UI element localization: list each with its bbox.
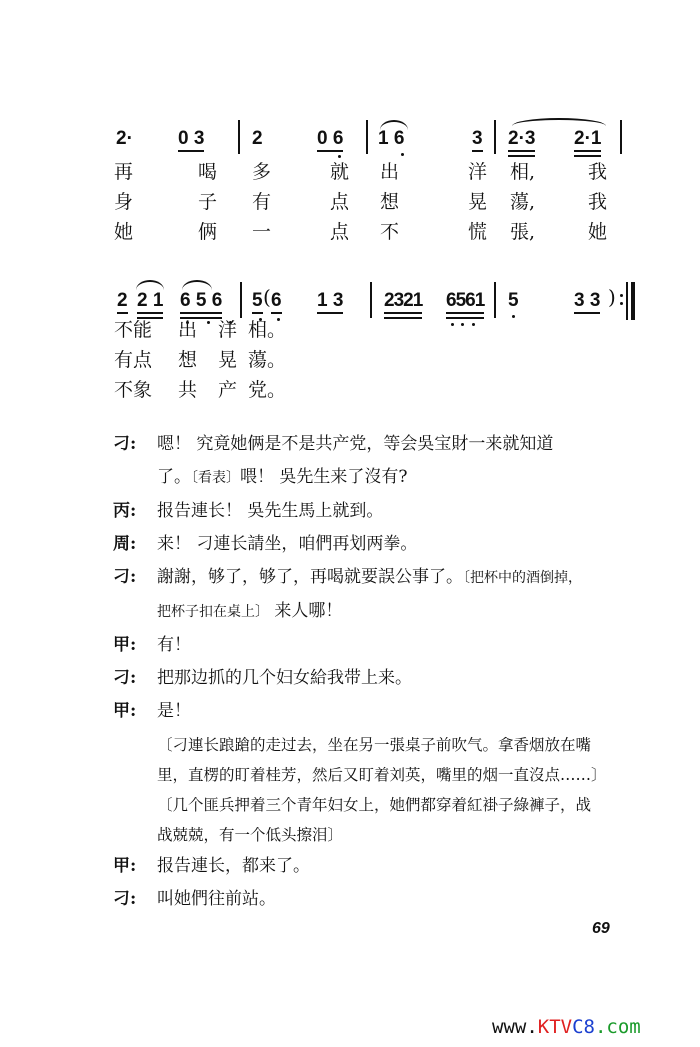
lyric: 我 (588, 191, 608, 213)
barline (370, 282, 372, 318)
stage-line: 里，直楞的盯着桂芳，然后又盯着刘英，嘴里的烟一直沒点……〕 (157, 766, 607, 784)
lyric: 想 (380, 191, 400, 213)
lyric: 不能 (114, 319, 153, 341)
speaker: 刁: (113, 567, 137, 587)
note: 2 (252, 128, 263, 149)
watermark-part: C8 (572, 1016, 595, 1038)
lyric: 想 (178, 349, 198, 371)
speech: 是！ (157, 701, 191, 721)
dialogue-line (113, 428, 633, 495)
lyric: 晃 (218, 349, 238, 371)
note-eighth: 0 6 (317, 128, 343, 152)
lyric: 有 (252, 191, 272, 213)
speech-fragment: 了。 (157, 467, 191, 487)
note-sixteenth: 2·1 (574, 128, 601, 152)
slur (512, 118, 606, 126)
open-parenthesis: ( (263, 285, 271, 309)
speech-continued (157, 461, 633, 495)
lyric: 蕩。 (248, 349, 287, 371)
speaker: 刁: (113, 668, 137, 688)
lyric: 她 (114, 221, 134, 243)
note-sixteenth: 2·3 (508, 128, 535, 152)
repeat-dots (620, 294, 623, 310)
note-sixteenth: 6561 (446, 290, 484, 314)
lyric-row-5 (112, 348, 632, 374)
lyric: 多 (252, 161, 272, 183)
lyric-row-6 (112, 378, 632, 404)
speaker: 丙: (113, 501, 137, 521)
speech: 把那边抓的几个妇女給我带上来。 (157, 668, 412, 688)
barline (240, 282, 242, 318)
lyric: 洋 (468, 161, 488, 183)
stage-line: 〔刁連长踉蹌的走过去，坐在另一張桌子前吹气。拿香烟放在嘴 (157, 736, 592, 754)
speech-fragment: 謝謝，够了，够了，再喝就要誤公事了。 (157, 567, 463, 587)
note-eighth: 1 3 (317, 290, 343, 314)
lyric: 出 (380, 161, 400, 183)
note: 5 (508, 290, 519, 311)
barline (620, 120, 622, 154)
stage-direction: 把杯子扣在桌上〕 (157, 604, 269, 620)
close-parenthesis: ) (608, 285, 616, 309)
note-sixteenth: 6 5 6 (180, 290, 222, 314)
lyric: 慌 (468, 221, 488, 243)
lyric-row-2 (112, 190, 632, 216)
speaker: 甲: (113, 856, 137, 876)
note-eighth: 0 3 (178, 128, 204, 152)
low-octave-dot (338, 155, 341, 158)
lyric: 不 (380, 221, 400, 243)
final-barline-thick (631, 282, 635, 320)
lyric: 就 (330, 161, 350, 183)
site-watermark (492, 1016, 641, 1038)
lyric: 相, (510, 161, 536, 183)
lyric: 有点 (114, 349, 153, 371)
stage-direction: 〔看表〕 (191, 470, 240, 486)
dialogue-line (113, 629, 633, 662)
speech: 叫她們往前站。 (157, 889, 276, 909)
speaker: 周: (113, 534, 137, 554)
dialogue-line (113, 528, 633, 561)
dialogue-line (113, 495, 633, 528)
dialogue-section (113, 428, 633, 916)
stage-line: 〔几个匪兵押着三个青年妇女上，她們都穿着紅褂子綠褲子，战 (157, 796, 592, 814)
speech: 嗯！ 究竟她俩是不是共产党，等会吳宝財一来就知道 (157, 434, 554, 454)
lyric: 我 (588, 161, 608, 183)
lyric: 共 (178, 379, 198, 401)
lyric: 再 (114, 161, 134, 183)
note: 2· (116, 128, 133, 149)
lyric-row-3 (112, 220, 632, 246)
note-eighth: 3 (472, 128, 483, 152)
speaker: 刁: (113, 434, 137, 454)
dialogue-line (113, 850, 633, 883)
lyric: 蕩, (510, 191, 536, 213)
note-eighth: 2 (117, 290, 128, 314)
barline (238, 120, 240, 154)
lyric: 一 (252, 221, 272, 243)
lyric-row-4 (112, 318, 632, 344)
note-sixteenth: 2 1 (137, 290, 163, 314)
speech: 报告連长！ 吳先生馬上就到。 (157, 501, 384, 521)
speaker: 甲: (113, 701, 137, 721)
slur (136, 280, 164, 290)
speaker: 刁: (113, 889, 137, 909)
note-sixteenth: 2321 (384, 290, 422, 314)
lyric: 晃 (468, 191, 488, 213)
page-number: 69 (592, 920, 610, 937)
dialogue-line (113, 695, 633, 728)
watermark-part: .com (594, 1016, 641, 1038)
lyric: 喝 (198, 161, 218, 183)
low-octave-dot (401, 153, 404, 156)
slur (182, 280, 212, 290)
speaker: 甲: (113, 635, 137, 655)
barline (494, 282, 496, 318)
dialogue-line (113, 662, 633, 695)
barline (494, 120, 496, 154)
lyric: 不象 (114, 379, 153, 401)
note: 1 6 (378, 128, 405, 149)
lyric: 身 (114, 191, 134, 213)
lyric: 洋 (218, 319, 238, 341)
dialogue-line (113, 883, 633, 916)
speech-fragment: 来人哪！ (269, 601, 343, 621)
lyric: 張, (510, 221, 536, 243)
lyric: 点 (330, 191, 350, 213)
lyric: 点 (330, 221, 350, 243)
lyric: 子 (198, 191, 218, 213)
note-eighth: 5 (252, 290, 263, 314)
lyric-row-1 (112, 160, 632, 186)
stage-direction: 〔把杯中的酒倒掉， (463, 570, 582, 586)
lyric: 党。 (248, 379, 287, 401)
final-barline-thin (626, 282, 628, 320)
note-eighth: 3 3 (574, 290, 600, 314)
note-eighth: 6 (271, 290, 282, 314)
speech-fragment: 喂！ 吳先生来了沒有? (240, 467, 408, 487)
stage-line: 战兢兢，有一个低头擦泪〕 (157, 826, 344, 844)
lyric: 出 (178, 319, 198, 341)
barline (366, 120, 368, 154)
stage-direction-block (157, 730, 633, 850)
watermark-part: www. (492, 1016, 538, 1038)
dialogue-line (113, 561, 633, 629)
lyric: 她 (588, 221, 608, 243)
speech: 有！ (157, 635, 191, 655)
lyric: 产 (218, 379, 238, 401)
lyric: 俩 (198, 221, 218, 243)
speech: 报告連长，都来了。 (157, 856, 310, 876)
speech: 来！ 刁連长請坐，咱們再划两拳。 (157, 534, 418, 554)
lyric: 相。 (248, 319, 287, 341)
speech-continued (157, 595, 633, 629)
speech (157, 561, 633, 595)
watermark-part: KTV (537, 1016, 573, 1038)
